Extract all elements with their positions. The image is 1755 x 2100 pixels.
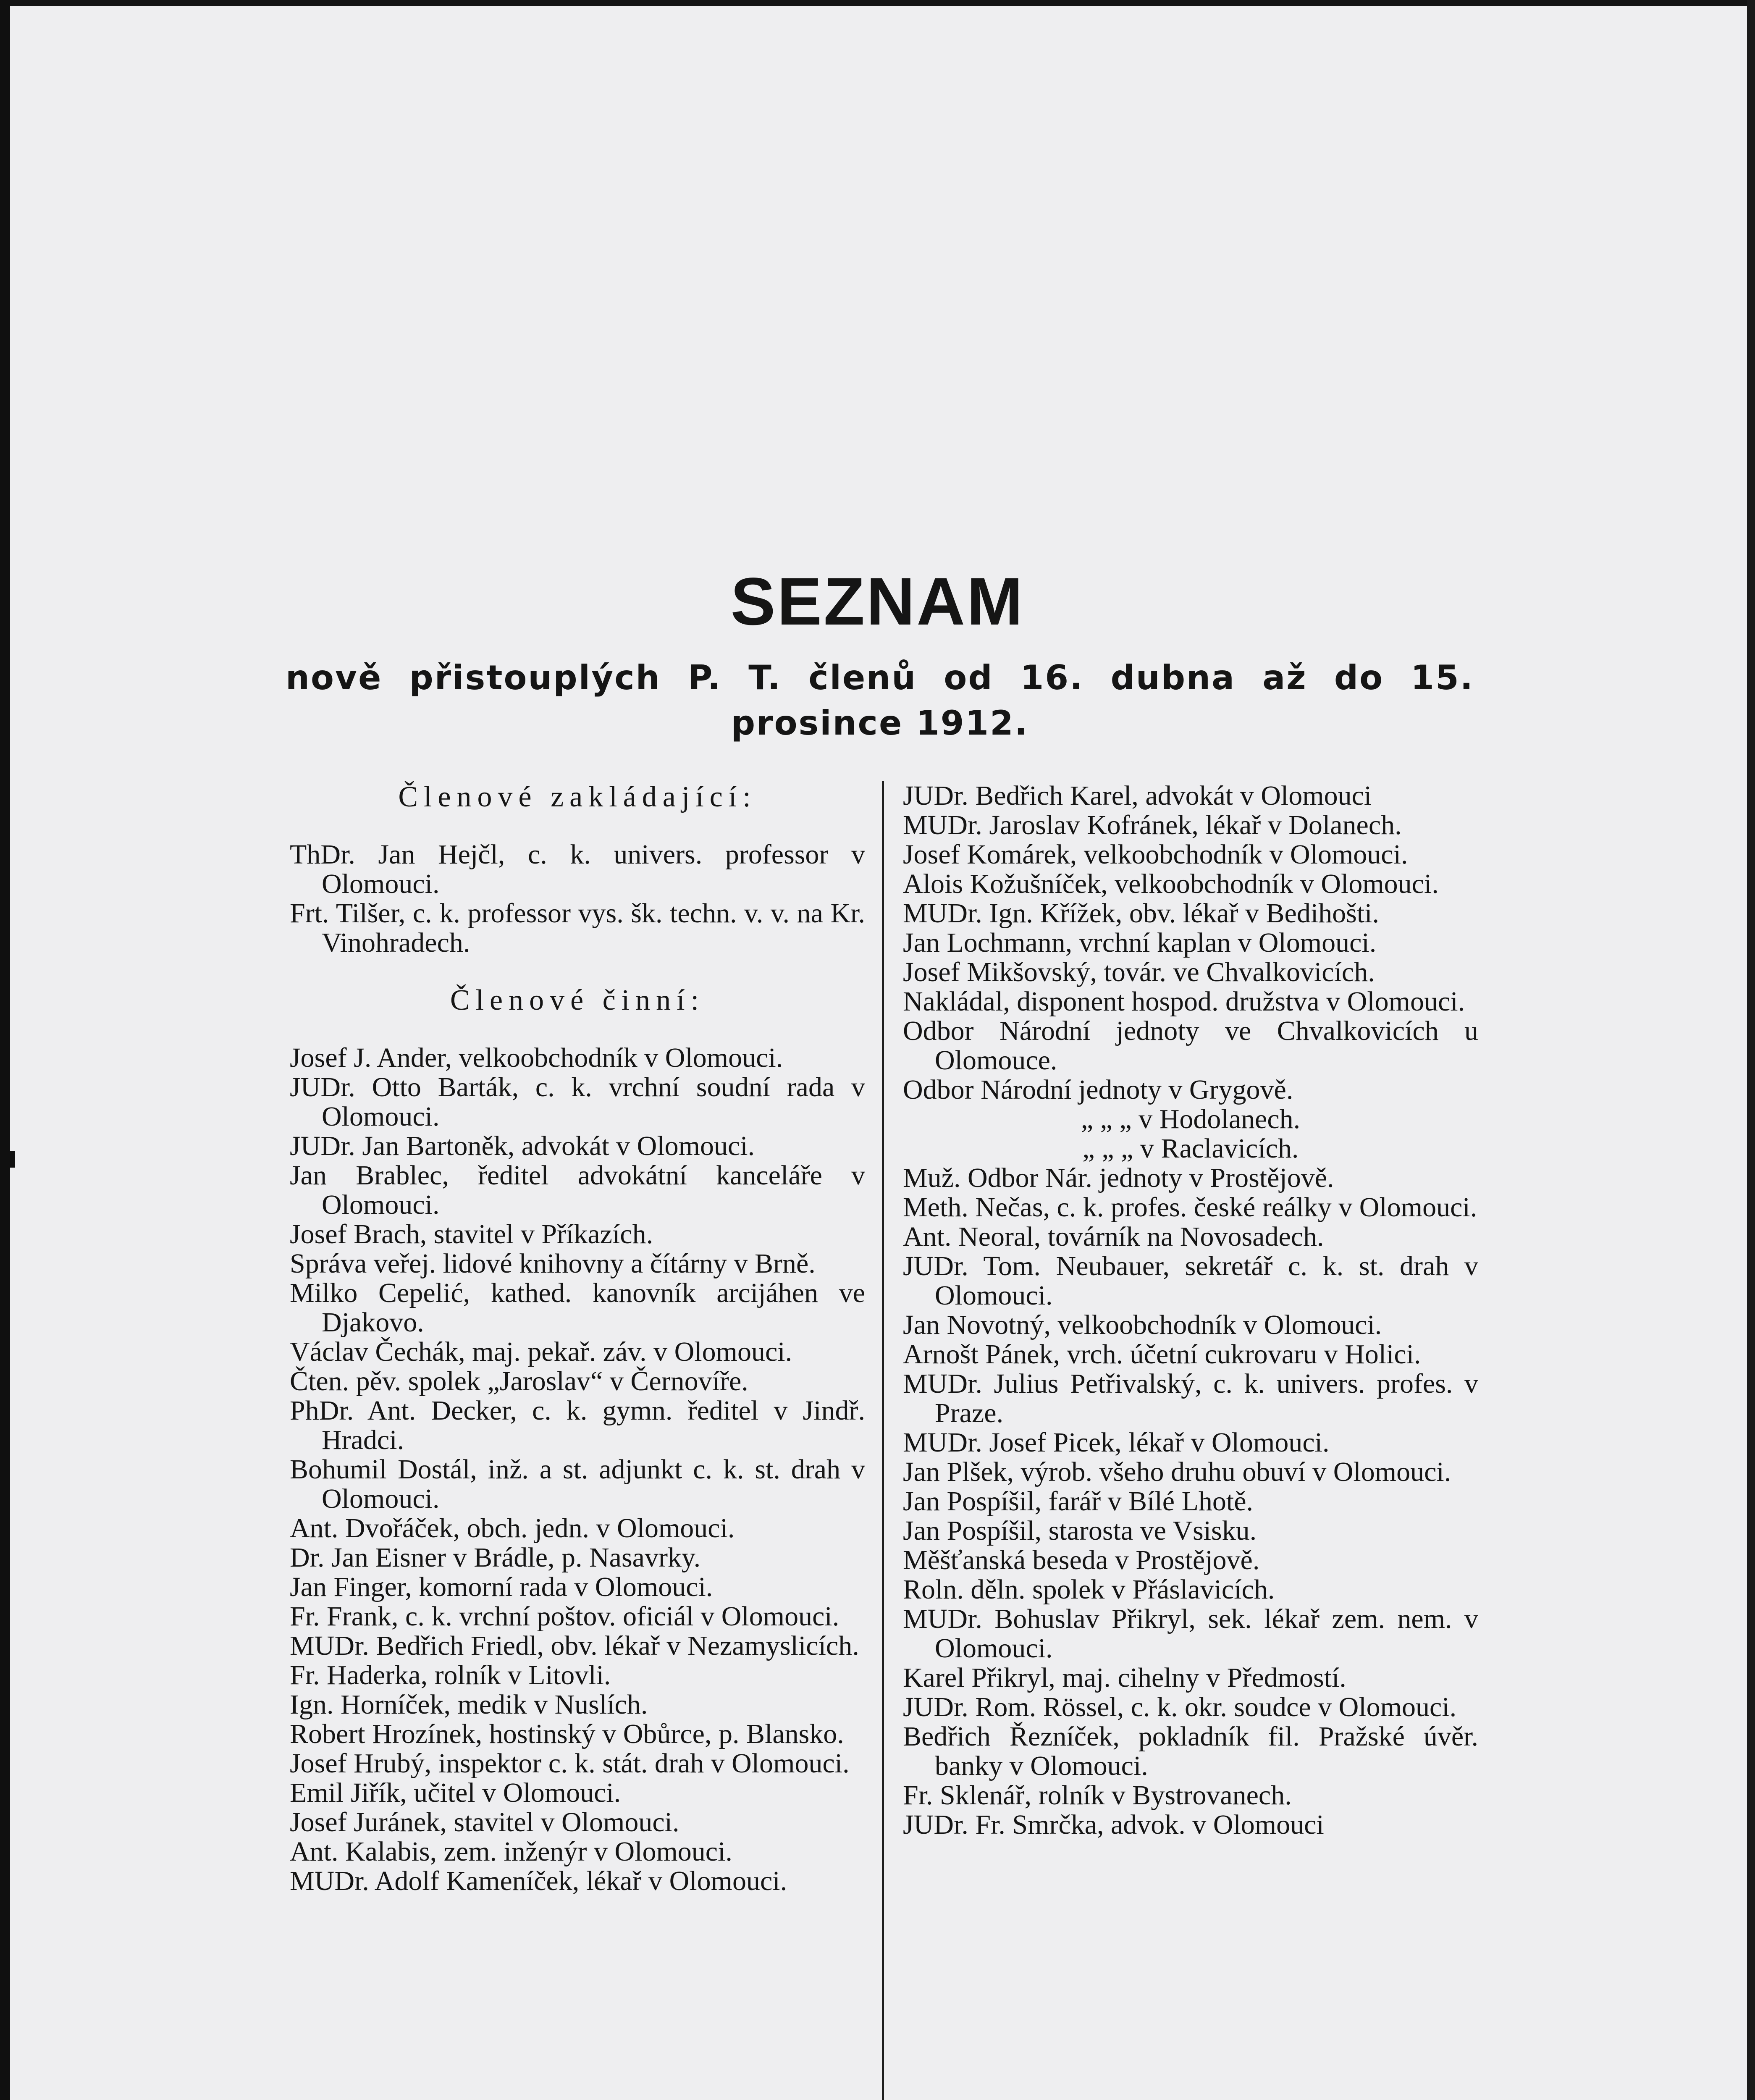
member-entry: Jan Lochmann, vrchní kaplan v Olomouci. (903, 927, 1377, 958)
member-entry: Fr. Sklenář, rolník v Bystrovanech. (903, 1780, 1292, 1811)
member-entry: Bedřich Řezníček, pokladník fil. Pražské úvěr. banky v Olomouci. (903, 1721, 1478, 1781)
page-edge-left (0, 0, 10, 2100)
member-entry: Robert Hrozínek, hostinský v Obůrce, p. Blansko. (290, 1719, 844, 1749)
member-entry: MUDr. Jaroslav Kofránek, lékař v Dolanech. (903, 810, 1402, 840)
member-entry: Josef Brach, stavitel v Příkazích. (290, 1219, 653, 1250)
member-entry: Josef Mikšovský, továr. ve Chvalkovicích. (903, 957, 1375, 987)
member-entry-ditto: „ „ „ v Hodolanech. (1081, 1104, 1301, 1134)
founding-members-heading: Členové zakládající: (398, 781, 757, 813)
member-entry: Alois Kožušníček, velkoobchodník v Olomouci. (903, 869, 1439, 899)
member-entry: Fr. Haderka, rolník v Litovli. (290, 1660, 611, 1690)
member-entry: Odbor Národní jednoty v Grygově. (903, 1074, 1293, 1105)
member-entry: JUDr. Tom. Neubauer, sekretář c. k. st. drah v Olomouci. (903, 1251, 1478, 1311)
member-entry: Dr. Jan Eisner v Brádle, p. Nasavrky. (290, 1542, 701, 1573)
member-entry: Roln. děln. spolek v Přáslavicích. (903, 1574, 1275, 1605)
member-entry: Nakládal, disponent hospod. družstva v Olomouci. (903, 986, 1465, 1017)
member-entry: JUDr. Fr. Smrčka, advok. v Olomouci (903, 1809, 1324, 1840)
member-entry: JUDr. Jan Bartoněk, advokát v Olomouci. (290, 1131, 755, 1161)
page-title: SEZNAM (730, 564, 1025, 639)
member-entry: Muž. Odbor Nár. jednoty v Prostějově. (903, 1163, 1334, 1193)
member-entry: Jan Finger, komorní rada v Olomouci. (290, 1572, 713, 1602)
member-entry: MUDr. Ign. Křížek, obv. lékař v Bedihošti. (903, 898, 1380, 929)
member-entry: Fr. Frank, c. k. vrchní poštov. oficiál v Olomouci. (290, 1601, 839, 1632)
page-edge-top (0, 0, 1755, 6)
member-entry: Václav Čechák, maj. pekař. záv. v Olomouci. (290, 1336, 792, 1367)
member-entry: PhDr. Ant. Decker, c. k. gymn. ředitel v Jindř. Hradci. (290, 1395, 865, 1455)
member-entry: Čten. pěv. spolek „Jaroslav“ v Černovíře. (290, 1366, 748, 1396)
member-entry: Arnošt Pánek, vrch. účetní cukrovaru v Holici. (903, 1339, 1421, 1370)
member-entry: Jan Pospíšil, farář v Bílé Lhotě. (903, 1486, 1254, 1517)
member-entry: JUDr. Otto Barták, c. k. vrchní soudní rada v Olomouci. (290, 1072, 865, 1132)
member-entry: Ant. Kalabis, zem. inženýr v Olomouci. (290, 1836, 732, 1867)
member-entry-ditto: „ „ „ v Raclavicích. (1082, 1133, 1299, 1164)
member-entry: Josef Komárek, velkoobchodník v Olomouci. (903, 839, 1408, 870)
member-entry: Milko Cepelić, kathed. kanovník arcijáhen ve Djakovo. (290, 1278, 865, 1338)
member-entry: MUDr. Bedřich Friedl, obv. lékař v Nezamyslicích. (290, 1630, 859, 1661)
column-divider (882, 781, 884, 2100)
member-entry: Frt. Tilšer, c. k. professor vys. šk. techn. v. v. na Kr. Vinohradech. (290, 898, 865, 958)
member-entry: MUDr. Bohuslav Přikryl, sek. lékař zem. nem. v Olomouci. (903, 1604, 1478, 1664)
member-entry: Jan Pospíšil, starosta ve Vsisku. (903, 1515, 1257, 1546)
left-column (290, 781, 865, 1896)
page-subtitle: nově přistouplých P. T. členů od 16. dubna až do 15. prosince 1912. (286, 658, 1474, 743)
founding-members-list (290, 840, 865, 958)
member-entry: Jan Brablec, ředitel advokátní kanceláře v Olomouci. (290, 1160, 865, 1220)
member-entry: Karel Přikryl, maj. cihelny v Předmostí. (903, 1662, 1346, 1693)
member-entry: MUDr. Josef Picek, lékař v Olomouci. (903, 1427, 1330, 1458)
member-entry: MUDr. Julius Petřivalský, c. k. univers. profes. v Praze. (903, 1368, 1478, 1428)
member-entry: JUDr. Bedřich Karel, advokát v Olomouci (903, 780, 1372, 811)
page-edge-notch (4, 1151, 15, 1168)
member-entry: Jan Novotný, velkoobchodník v Olomouci. (903, 1310, 1382, 1340)
member-entry: MUDr. Adolf Kameníček, lékař v Olomouci. (290, 1866, 787, 1896)
member-entry: Emil Jiřík, učitel v Olomouci. (290, 1777, 621, 1808)
active-members-list (290, 1043, 865, 1896)
member-entry: Josef Juránek, stavitel v Olomouci. (290, 1807, 679, 1838)
member-entry: Meth. Nečas, c. k. profes. české reálky v Olomouci. (903, 1192, 1477, 1223)
right-column (903, 781, 1478, 1840)
member-entry: Jan Plšek, výrob. všeho druhu obuví v Olomouci. (903, 1457, 1451, 1487)
page-edge-right (1747, 0, 1755, 2100)
member-entry: Ant. Dvořáček, obch. jedn. v Olomouci. (290, 1513, 735, 1544)
member-entry: Správa veřej. lidové knihovny a čítárny v Brně. (290, 1248, 816, 1279)
active-members-heading: Členové činní: (450, 984, 705, 1016)
member-entry: Ant. Neoral, továrník na Novosadech. (903, 1221, 1324, 1252)
member-entry: JUDr. Rom. Rössel, c. k. okr. soudce v Olomouci. (903, 1692, 1457, 1722)
member-entry: Měšťanská beseda v Prostějově. (903, 1545, 1260, 1575)
member-entry: Josef Hrubý, inspektor c. k. stát. drah v Olomouci. (290, 1748, 850, 1779)
member-entry: Josef J. Ander, velkoobchodník v Olomouci. (290, 1042, 783, 1073)
member-entry: Odbor Národní jednoty ve Chvalkovicích u Olomouce. (903, 1016, 1478, 1076)
member-entry: Ign. Horníček, medik v Nuslích. (290, 1689, 648, 1720)
member-entry: ThDr. Jan Hejčl, c. k. univers. professor v Olomouci. (290, 839, 865, 899)
member-entry: Bohumil Dostál, inž. a st. adjunkt c. k. st. drah v Olomouci. (290, 1454, 865, 1514)
